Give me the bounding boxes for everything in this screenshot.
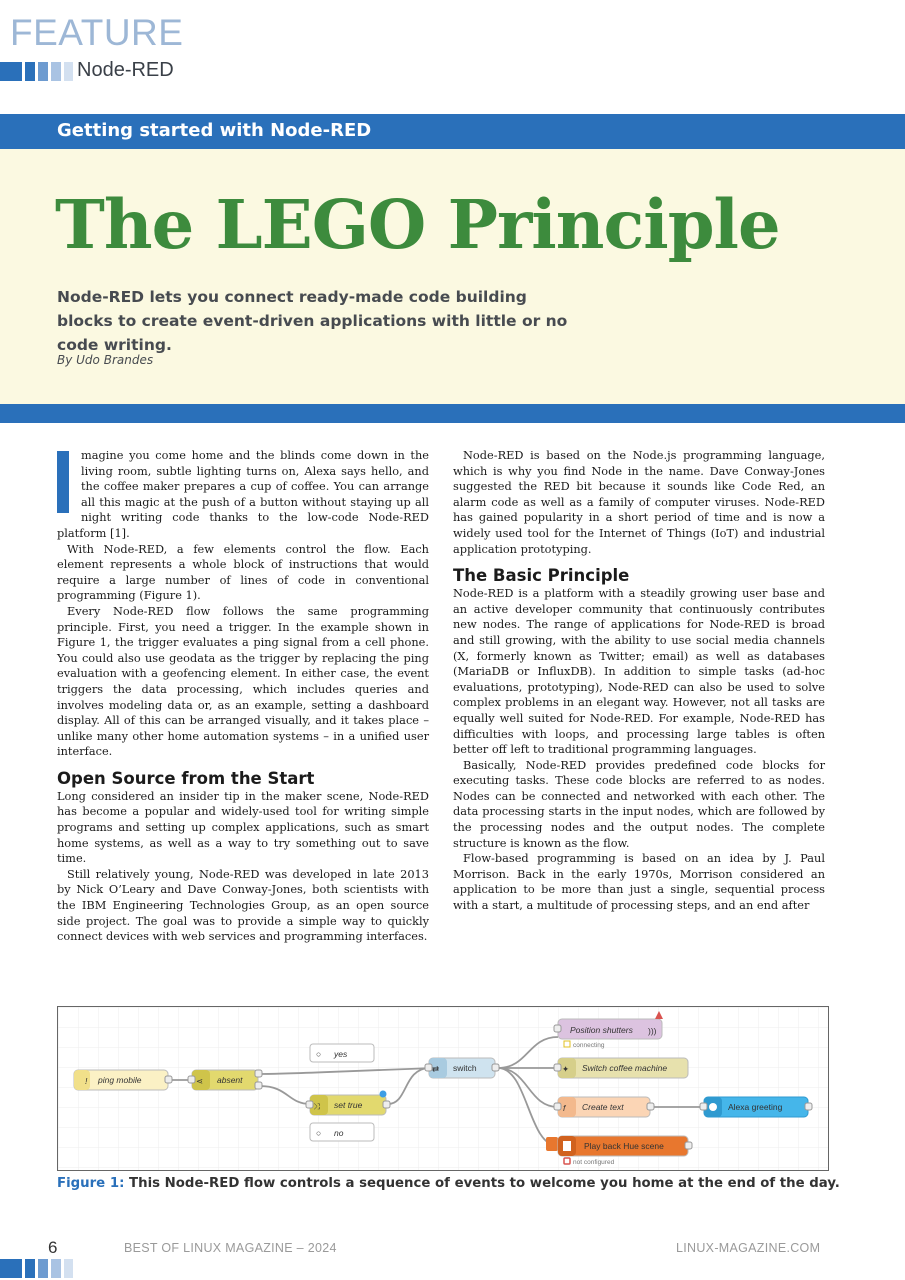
section-label: FEATURE bbox=[10, 12, 184, 53]
node-label: set true bbox=[334, 1100, 363, 1110]
node-switch-coffee-machine[interactable] bbox=[554, 1058, 688, 1078]
node-alexa-greeting[interactable] bbox=[700, 1097, 812, 1117]
node-label: Alexa greeting bbox=[728, 1102, 783, 1112]
paragraph: magine you come home and the blinds come down in the living room, subtle lighting turns on, Alexa says hello, and the coffee maker prepares a cup of coffee. You can arrange all this magic at the push of a button without staying up all night writing code thanks to the low-code Node-RED platform [1]. bbox=[57, 448, 429, 540]
flow-canvas bbox=[58, 1007, 828, 1170]
kicker: Getting started with Node-RED bbox=[57, 120, 372, 141]
section-heading: The Basic Principle bbox=[453, 566, 630, 586]
node-label: absent bbox=[217, 1075, 243, 1085]
paragraph: Still relatively young, Node-RED was developed in late 2013 by Nick O’Leary and Dave Conway-Jones, both scientists with the IBM Engineering Technologies Group, as an open source side project. The goal was to provide a simple way to quickly connect devices with web services and programming interfaces. bbox=[57, 866, 429, 944]
topic-label: Node-RED bbox=[77, 59, 174, 81]
change-icon: ⤨ bbox=[313, 1101, 320, 1111]
paragraph: Every Node-RED flow follows the same programming principle. First, you need a trigger. In the example shown in Figure 1, the trigger evaluates a ping signal from a cell phone. You could also use geodata as the trigger by replacing the ping evaluation with a geofencing element. In either case, the event triggers the data processing, which includes queries and involves modeling data or, as an example, setting a dashboard display. All of this can be arranged visually, and it takes place – unlike many other home automation systems – in a unified user interface. bbox=[57, 603, 429, 759]
paragraph: Long considered an insider tip in the maker scene, Node-RED has become a popular and widely-used tool for writing simple programs and setting up complex applications, such as smart home systems, as well as a way to try something out to save time. bbox=[57, 788, 429, 866]
switch-icon: ⇄ bbox=[432, 1064, 440, 1074]
node-label: no bbox=[334, 1128, 344, 1138]
node-icon: ! bbox=[85, 1076, 88, 1086]
hue-icon bbox=[563, 1141, 571, 1151]
plug-icon: ✦ bbox=[562, 1064, 570, 1074]
paragraph: Node-RED is based on the Node.js programming language, which is why you find Node in the name. Dave Conway-Jones suggested the RED bit because it sounds like Code Red, an alarm code as well as a family of computer viruses. Node-RED has gained popularity in a short period of time and is now a widely used tool for the Internet of Things (IoT) and industrial application prototyping. bbox=[453, 448, 825, 556]
figure-flow-diagram bbox=[57, 1006, 829, 1171]
node-label: Position shutters bbox=[570, 1025, 633, 1035]
byline: By Udo Brandes bbox=[57, 353, 154, 367]
node-label: yes bbox=[334, 1049, 348, 1059]
section-heading: Open Source from the Start bbox=[57, 768, 315, 788]
paragraph: Flow-based programming is based on an idea by J. Paul Morrison. Back in the early 1970s, Morrison considered an application to be more than just a single, sequential process with a start, a multitude of processing steps, and an end after bbox=[453, 851, 825, 913]
node-switch[interactable] bbox=[425, 1058, 499, 1078]
page-number: 6 bbox=[48, 1238, 58, 1257]
grid-background bbox=[58, 1007, 828, 1170]
article-deck: Node-RED lets you connect ready-made code building blocks to create event-driven applications with little or no code writing. bbox=[57, 288, 568, 354]
article-column-right bbox=[453, 448, 825, 914]
node-label: switch bbox=[453, 1063, 477, 1073]
node-label: Switch coffee machine bbox=[582, 1063, 668, 1073]
node-yes-comment[interactable] bbox=[310, 1044, 374, 1062]
paragraph: Node-RED is a platform with a steadily growing user base and an active developer community that continuously contributes new nodes. The range of applications for Node-RED is broad and still growing, with the ability to use social media channels (X, formerly known as Twitter; email) as well as databases (MariaDB or InfluxDB). In addition to simple tasks (ad-hoc evaluations, prototyping), Node-RED can also be used to solve complex problems in an elegant way. However, not all tasks are equally well suited for Node-RED. For example, Node-RED has difficulties with loops, and processing large tables is often better off left to traditional programming languages. bbox=[453, 586, 825, 757]
inject-button[interactable] bbox=[546, 1137, 558, 1151]
figure-caption bbox=[57, 1176, 877, 1191]
comment-icon: ○ bbox=[316, 1128, 322, 1138]
footer-publication: BEST OF LINUX MAGAZINE – 2024 bbox=[124, 1241, 337, 1255]
node-ping-mobile[interactable] bbox=[74, 1070, 172, 1090]
split-icon: ⋖ bbox=[196, 1076, 204, 1086]
node-create-text[interactable] bbox=[554, 1097, 654, 1117]
node-label: Play back Hue scene bbox=[584, 1141, 664, 1151]
footer-website: LINUX-MAGAZINE.COM bbox=[676, 1241, 821, 1255]
node-status: connecting bbox=[573, 1042, 605, 1049]
caption-label: Figure 1: bbox=[57, 1176, 125, 1191]
article-column-left bbox=[57, 448, 429, 945]
node-status: not configured bbox=[573, 1159, 615, 1166]
paragraph: With Node-RED, a few elements control the flow. Each element represents a whole block of instructions that would require a large number of lines of code in conventional programming (Figure 1). bbox=[57, 541, 429, 603]
node-absent[interactable] bbox=[188, 1070, 262, 1090]
node-label: Create text bbox=[582, 1102, 624, 1112]
paragraph: Basically, Node-RED provides predefined code blocks for executing tasks. These code blocks are referred to as nodes. Nodes can be connected and networked with each other. The data processing starts in the input nodes, which are followed by the processing nodes and the output nodes. The complete structure is known as the flow. bbox=[453, 757, 825, 850]
wifi-icon: ))) bbox=[648, 1026, 657, 1036]
caption-text: This Node-RED flow controls a sequence of events to welcome you home at the end of the day. bbox=[124, 1176, 840, 1191]
comment-icon: ○ bbox=[316, 1049, 322, 1059]
node-no-comment[interactable] bbox=[310, 1123, 374, 1141]
function-icon: f bbox=[563, 1103, 566, 1113]
article-title: The LEGO Principle bbox=[55, 185, 780, 264]
lead-bottom-bar bbox=[0, 404, 905, 423]
dropcap bbox=[57, 451, 69, 513]
node-label: ping mobile bbox=[98, 1075, 142, 1085]
